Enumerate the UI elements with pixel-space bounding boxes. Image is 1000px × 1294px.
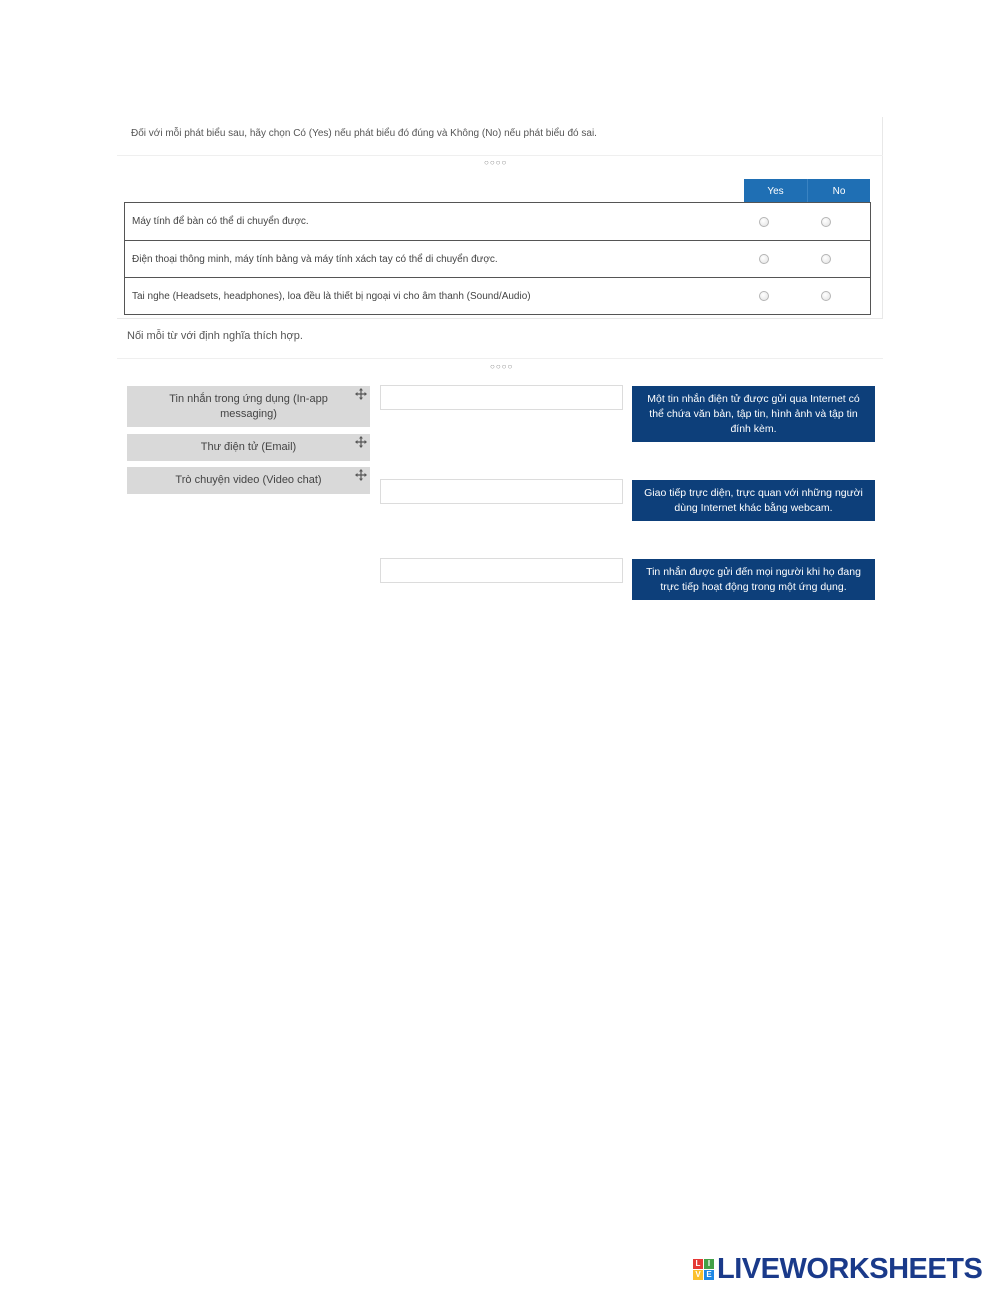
logo-block: L bbox=[693, 1259, 703, 1269]
definition-text: Giao tiếp trực diện, trực quan với những người dùng Internet khác bằng webcam. bbox=[644, 486, 863, 514]
pagination-dots: ○○○○ bbox=[490, 362, 514, 371]
statement-row bbox=[125, 277, 870, 314]
drag-term-video-chat[interactable] bbox=[127, 467, 370, 494]
logo-text: LIVEWORKSHEETS bbox=[717, 1253, 983, 1285]
definition-box bbox=[632, 386, 875, 442]
term-label: Trò chuyện video (Video chat) bbox=[175, 474, 322, 486]
no-radio[interactable] bbox=[821, 254, 831, 264]
term-label: Thư điện tử (Email) bbox=[200, 441, 297, 453]
drop-zone[interactable] bbox=[380, 385, 623, 410]
yes-radio[interactable] bbox=[759, 217, 769, 227]
liveworksheets-logo bbox=[693, 1255, 982, 1283]
divider bbox=[117, 155, 883, 156]
statement-row bbox=[125, 203, 870, 240]
term-label: Tin nhắn trong ứng dụng (In-app messaging) bbox=[169, 392, 328, 420]
definition-text: Một tin nhắn điện tử được gửi qua Internet có thể chứa văn bản, tập tin, hình ảnh và tập tin đính kèm. bbox=[647, 392, 860, 435]
no-radio[interactable] bbox=[821, 291, 831, 301]
statement-row bbox=[125, 240, 870, 277]
divider bbox=[117, 358, 883, 359]
definition-text: Tin nhắn được gửi đến mọi người khi họ đang trực tiếp hoạt động trong một ứng dụng. bbox=[646, 565, 861, 593]
drag-term-email[interactable] bbox=[127, 434, 370, 461]
move-icon[interactable] bbox=[355, 469, 367, 481]
move-icon[interactable] bbox=[355, 388, 367, 400]
statements-table bbox=[124, 202, 871, 315]
logo-block: V bbox=[693, 1270, 703, 1280]
question2-instruction: Nối mỗi từ với định nghĩa thích hợp. bbox=[127, 330, 303, 342]
statement-text: Máy tính để bàn có thể di chuyển được. bbox=[132, 216, 309, 227]
logo-block: E bbox=[704, 1270, 714, 1280]
logo-block: I bbox=[704, 1259, 714, 1269]
statement-text: Điện thoại thông minh, máy tính bảng và máy tính xách tay có thể di chuyển được. bbox=[132, 253, 498, 265]
yes-column-header: Yes bbox=[744, 179, 807, 203]
move-icon[interactable] bbox=[355, 436, 367, 448]
statement-text: Tai nghe (Headsets, headphones), loa đều là thiết bị ngoại vi cho âm thanh (Sound/Audio) bbox=[132, 290, 531, 302]
pagination-dots: ○○○○ bbox=[484, 158, 508, 167]
yes-radio[interactable] bbox=[759, 254, 769, 264]
definition-box bbox=[632, 480, 875, 521]
drag-term-in-app-messaging[interactable] bbox=[127, 386, 370, 427]
drop-zone[interactable] bbox=[380, 558, 623, 583]
logo-blocks-icon bbox=[693, 1259, 714, 1280]
drop-zone[interactable] bbox=[380, 479, 623, 504]
no-column-header: No bbox=[807, 179, 870, 203]
question1-instruction: Đối với mỗi phát biểu sau, hãy chọn Có (Yes) nếu phát biểu đó đúng và Không (No) nếu phát biểu đó sai. bbox=[131, 128, 597, 139]
definition-box bbox=[632, 559, 875, 600]
no-radio[interactable] bbox=[821, 217, 831, 227]
yes-radio[interactable] bbox=[759, 291, 769, 301]
